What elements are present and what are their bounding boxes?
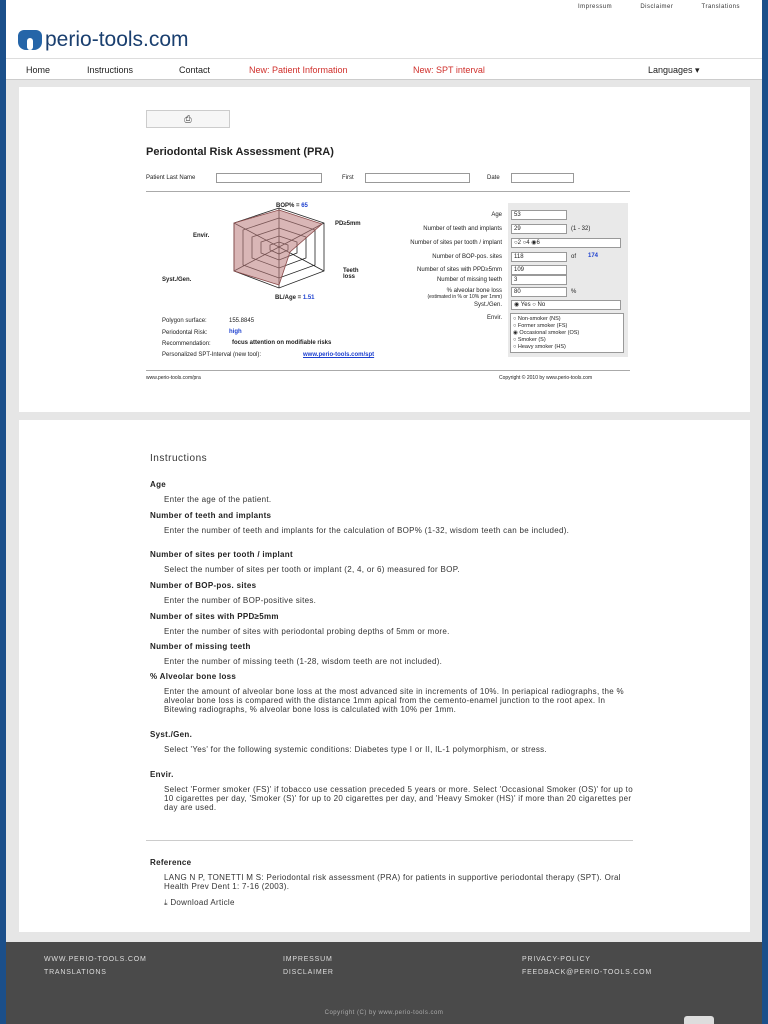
instructions-card — [19, 420, 750, 932]
reference-section — [150, 858, 640, 907]
envir-option[interactable]: ○ Heavy smoker (HS) — [513, 344, 566, 350]
instruction-heading: Number of sites per tooth / implant — [150, 550, 293, 559]
pra-card — [19, 87, 750, 412]
nav-languages-dropdown[interactable]: Languages ▾ — [648, 65, 700, 75]
bop-sites-input[interactable]: 118 — [511, 252, 567, 262]
recommendation-label: Recommendation: — [162, 341, 211, 347]
top-header — [6, 0, 762, 58]
teeth-input[interactable]: 29 — [511, 224, 567, 234]
percent-label: % — [571, 289, 577, 295]
age-label: Age — [491, 212, 502, 218]
instruction-text: Enter the number of missing teeth (1-28, wisdom teeth are not included). — [164, 657, 443, 666]
polygon-surface-label: Polygon surface: — [162, 318, 207, 324]
envir-option[interactable]: ○ Smoker (S) — [513, 337, 546, 343]
instruction-heading: Age — [150, 480, 167, 489]
site-logo[interactable] — [18, 28, 189, 52]
blage-axis-label — [275, 295, 315, 301]
instruction-syst — [150, 730, 640, 754]
date-label: Date — [487, 175, 500, 181]
disclaimer-link[interactable]: Disclaimer — [640, 4, 674, 10]
syst-axis-label: Syst./Gen. — [162, 277, 192, 283]
pra-footer-url: www.perio-tools.com/pra — [146, 375, 201, 381]
instruction-text: Select the number of sites per tooth or implant (2, 4, or 6) measured for BOP. — [164, 565, 460, 574]
bone-loss-input[interactable]: 80 — [511, 287, 567, 297]
teeth-loss-axis-label — [343, 268, 359, 280]
instructions-title: Instructions — [150, 453, 208, 464]
envir-radio-group[interactable] — [510, 313, 624, 353]
nav-contact[interactable]: Contact — [179, 65, 211, 75]
scroll-to-top-button[interactable] — [684, 1016, 714, 1024]
instruction-teeth — [150, 511, 640, 535]
spt-interval-link[interactable]: www.perio-tools.com/spt — [303, 352, 375, 358]
spt-interval-label: Personalized SPT-Interval (new tool): — [162, 352, 262, 358]
envir-option[interactable]: ○ Non-smoker (NS) — [513, 316, 561, 322]
pra-title: Periodontal Risk Assessment (PRA) — [146, 146, 334, 158]
page — [6, 0, 762, 1024]
periodontal-risk-label: Periodontal Risk: — [162, 330, 208, 336]
envir-label: Envir. — [486, 315, 502, 321]
instruction-heading: Number of sites with PPD≥5mm — [150, 612, 279, 621]
envir-option[interactable]: ◉ Occasional smoker (OS) — [513, 330, 580, 336]
instruction-missing — [150, 642, 640, 666]
syst-gen-radio-group[interactable]: ◉ Yes ○ No — [511, 300, 621, 310]
blage-value: 1.51 — [302, 295, 315, 301]
envir-axis-label: Envir. — [193, 233, 210, 239]
nav-spt-interval[interactable]: New: SPT interval — [413, 65, 485, 75]
bop-sites-label: Number of BOP-pos. sites — [432, 254, 502, 260]
patient-last-name-label: Patient Last Name — [146, 175, 196, 181]
bop-axis-text: BOP% = — [276, 203, 302, 209]
patient-last-name-input[interactable] — [216, 173, 322, 183]
reference-text: LANG N P, TONETTI M S: Periodontal risk assessment (PRA) for patients in supportive periodontal therapy (SPT). Oral Health Prev Dent 1: 7-16 (2003). — [164, 873, 621, 891]
nav-patient-information[interactable]: New: Patient Information — [249, 65, 348, 75]
periodontal-risk-value: high — [229, 329, 242, 335]
polygon-surface-value: 155.8845 — [229, 318, 255, 324]
missing-teeth-input[interactable]: 3 — [511, 275, 567, 285]
footer-impressum-link[interactable]: IMPRESSUM — [283, 956, 333, 963]
nav-instructions[interactable]: Instructions — [87, 65, 134, 75]
risk-hexagon-chart — [174, 193, 384, 303]
syst-gen-label: Syst./Gen. — [473, 302, 502, 308]
footer-translations-link[interactable]: TRANSLATIONS — [44, 969, 107, 976]
footer-home-link[interactable]: WWW.PERIO-TOOLS.COM — [44, 956, 147, 963]
instruction-heading: Number of missing teeth — [150, 642, 251, 651]
instruction-heading: Number of teeth and implants — [150, 511, 272, 520]
footer-copyright: Copyright (C) by www.perio-tools.com — [324, 1010, 444, 1016]
print-button[interactable] — [146, 110, 230, 128]
site-footer — [6, 942, 762, 1024]
ppd-sites-input[interactable]: 109 — [511, 265, 567, 275]
divider — [146, 840, 633, 841]
footer-disclaimer-link[interactable]: DISCLAIMER — [283, 969, 334, 976]
instruction-text: Select 'Yes' for the following systemic conditions: Diabetes type I or II, IL-1 polymorphism, or stress. — [164, 745, 547, 754]
missing-teeth-label: Number of missing teeth — [436, 277, 502, 283]
impressum-link[interactable]: Impressum — [578, 4, 613, 10]
sites-label: Number of sites per tooth / implant — [410, 240, 502, 246]
logo-text: perio-tools.com — [45, 28, 189, 51]
main-nav — [6, 58, 762, 80]
top-links — [552, 4, 740, 10]
footer-privacy-link[interactable]: PRIVACY-POLICY — [522, 956, 591, 963]
age-input[interactable]: 53 — [511, 210, 567, 220]
reference-heading: Reference — [150, 858, 192, 867]
instruction-heading: Envir. — [150, 770, 174, 779]
download-article-link[interactable]: ⤓ Download Article — [164, 898, 235, 907]
instruction-age — [150, 480, 640, 504]
of-label: of — [571, 254, 577, 260]
instruction-text: Enter the number of teeth and implants for the calculation of BOP% (1-32, wisdom teeth can be included). — [164, 526, 570, 535]
instruction-text: Enter the number of sites with periodontal probing depths of 5mm or more. — [164, 627, 450, 636]
ppd-axis-label: PD≥5mm — [335, 221, 361, 227]
divider — [146, 370, 630, 371]
footer-feedback-link[interactable]: FEEDBACK@PERIO-TOOLS.COM — [522, 969, 653, 976]
instruction-text: Enter the amount of alveolar bone loss at the most advanced site in increments of 10%. In periapical radiographs, the % alveolar bone loss is compared with the distance 1mm apical from the cemento-enamel junction to the root apex. In Bitewing radiographs, % alveolar bone loss is calculated with 10% per 1mm. — [164, 687, 624, 714]
bop-axis-value: 65 — [301, 203, 308, 209]
blage-text: BL/Age = — [275, 295, 303, 301]
instruction-bone-loss — [150, 672, 640, 714]
teeth-label: Number of teeth and implants — [423, 226, 502, 232]
instruction-text: Enter the number of BOP-positive sites. — [164, 596, 317, 605]
bop-axis-label — [276, 203, 308, 209]
instruction-heading: Syst./Gen. — [150, 730, 193, 739]
bone-loss-note: (estimated in % or 10% per 1mm) — [427, 294, 502, 300]
total-sites-value: 174 — [588, 253, 599, 259]
bone-loss-label: % alveolar bone loss — [446, 288, 502, 294]
teeth-text: Teeth — [343, 268, 359, 274]
risk-polygon — [234, 210, 322, 285]
pra-footer-copyright: Copyright © 2010 by www.perio-tools.com — [499, 375, 593, 381]
date-input[interactable] — [511, 173, 574, 183]
instruction-sites — [150, 550, 640, 574]
nav-home[interactable]: Home — [26, 65, 51, 75]
instruction-ppd — [150, 612, 640, 636]
divider — [146, 191, 630, 192]
sites-radio-group[interactable]: ○2 ○4 ◉6 — [511, 238, 621, 248]
ppd-sites-label: Number of sites with PPD≥5mm — [417, 267, 502, 273]
translations-link[interactable]: Translations — [701, 4, 740, 10]
first-name-label: First — [342, 175, 354, 181]
instruction-bop — [150, 581, 640, 605]
teeth-hint: (1 - 32) — [571, 226, 591, 232]
tooth-logo-icon — [18, 30, 42, 50]
instruction-envir — [150, 770, 640, 812]
recommendation-value: focus attention on modifiable risks — [232, 340, 332, 346]
instruction-heading: % Alveolar bone loss — [150, 672, 237, 681]
instruction-text: Enter the age of the patient. — [164, 495, 272, 504]
loss-text: loss — [343, 274, 356, 280]
first-name-input[interactable] — [365, 173, 470, 183]
print-icon: ⎙ — [184, 114, 192, 124]
instruction-text: Select 'Former smoker (FS)' if tobacco use cessation preceded 5 years or more. Select 'Occasional Smoker (OS)' for up to 10 cigarettes per day, 'Smoker (S)' for up to 20 cigarettes per day, and 'Heavy Smoker (HS)' if more than 20 cigarettes per day are used. — [164, 785, 633, 812]
instruction-heading: Number of BOP-pos. sites — [150, 581, 257, 590]
envir-option[interactable]: ○ Former smoker (FS) — [513, 323, 568, 329]
